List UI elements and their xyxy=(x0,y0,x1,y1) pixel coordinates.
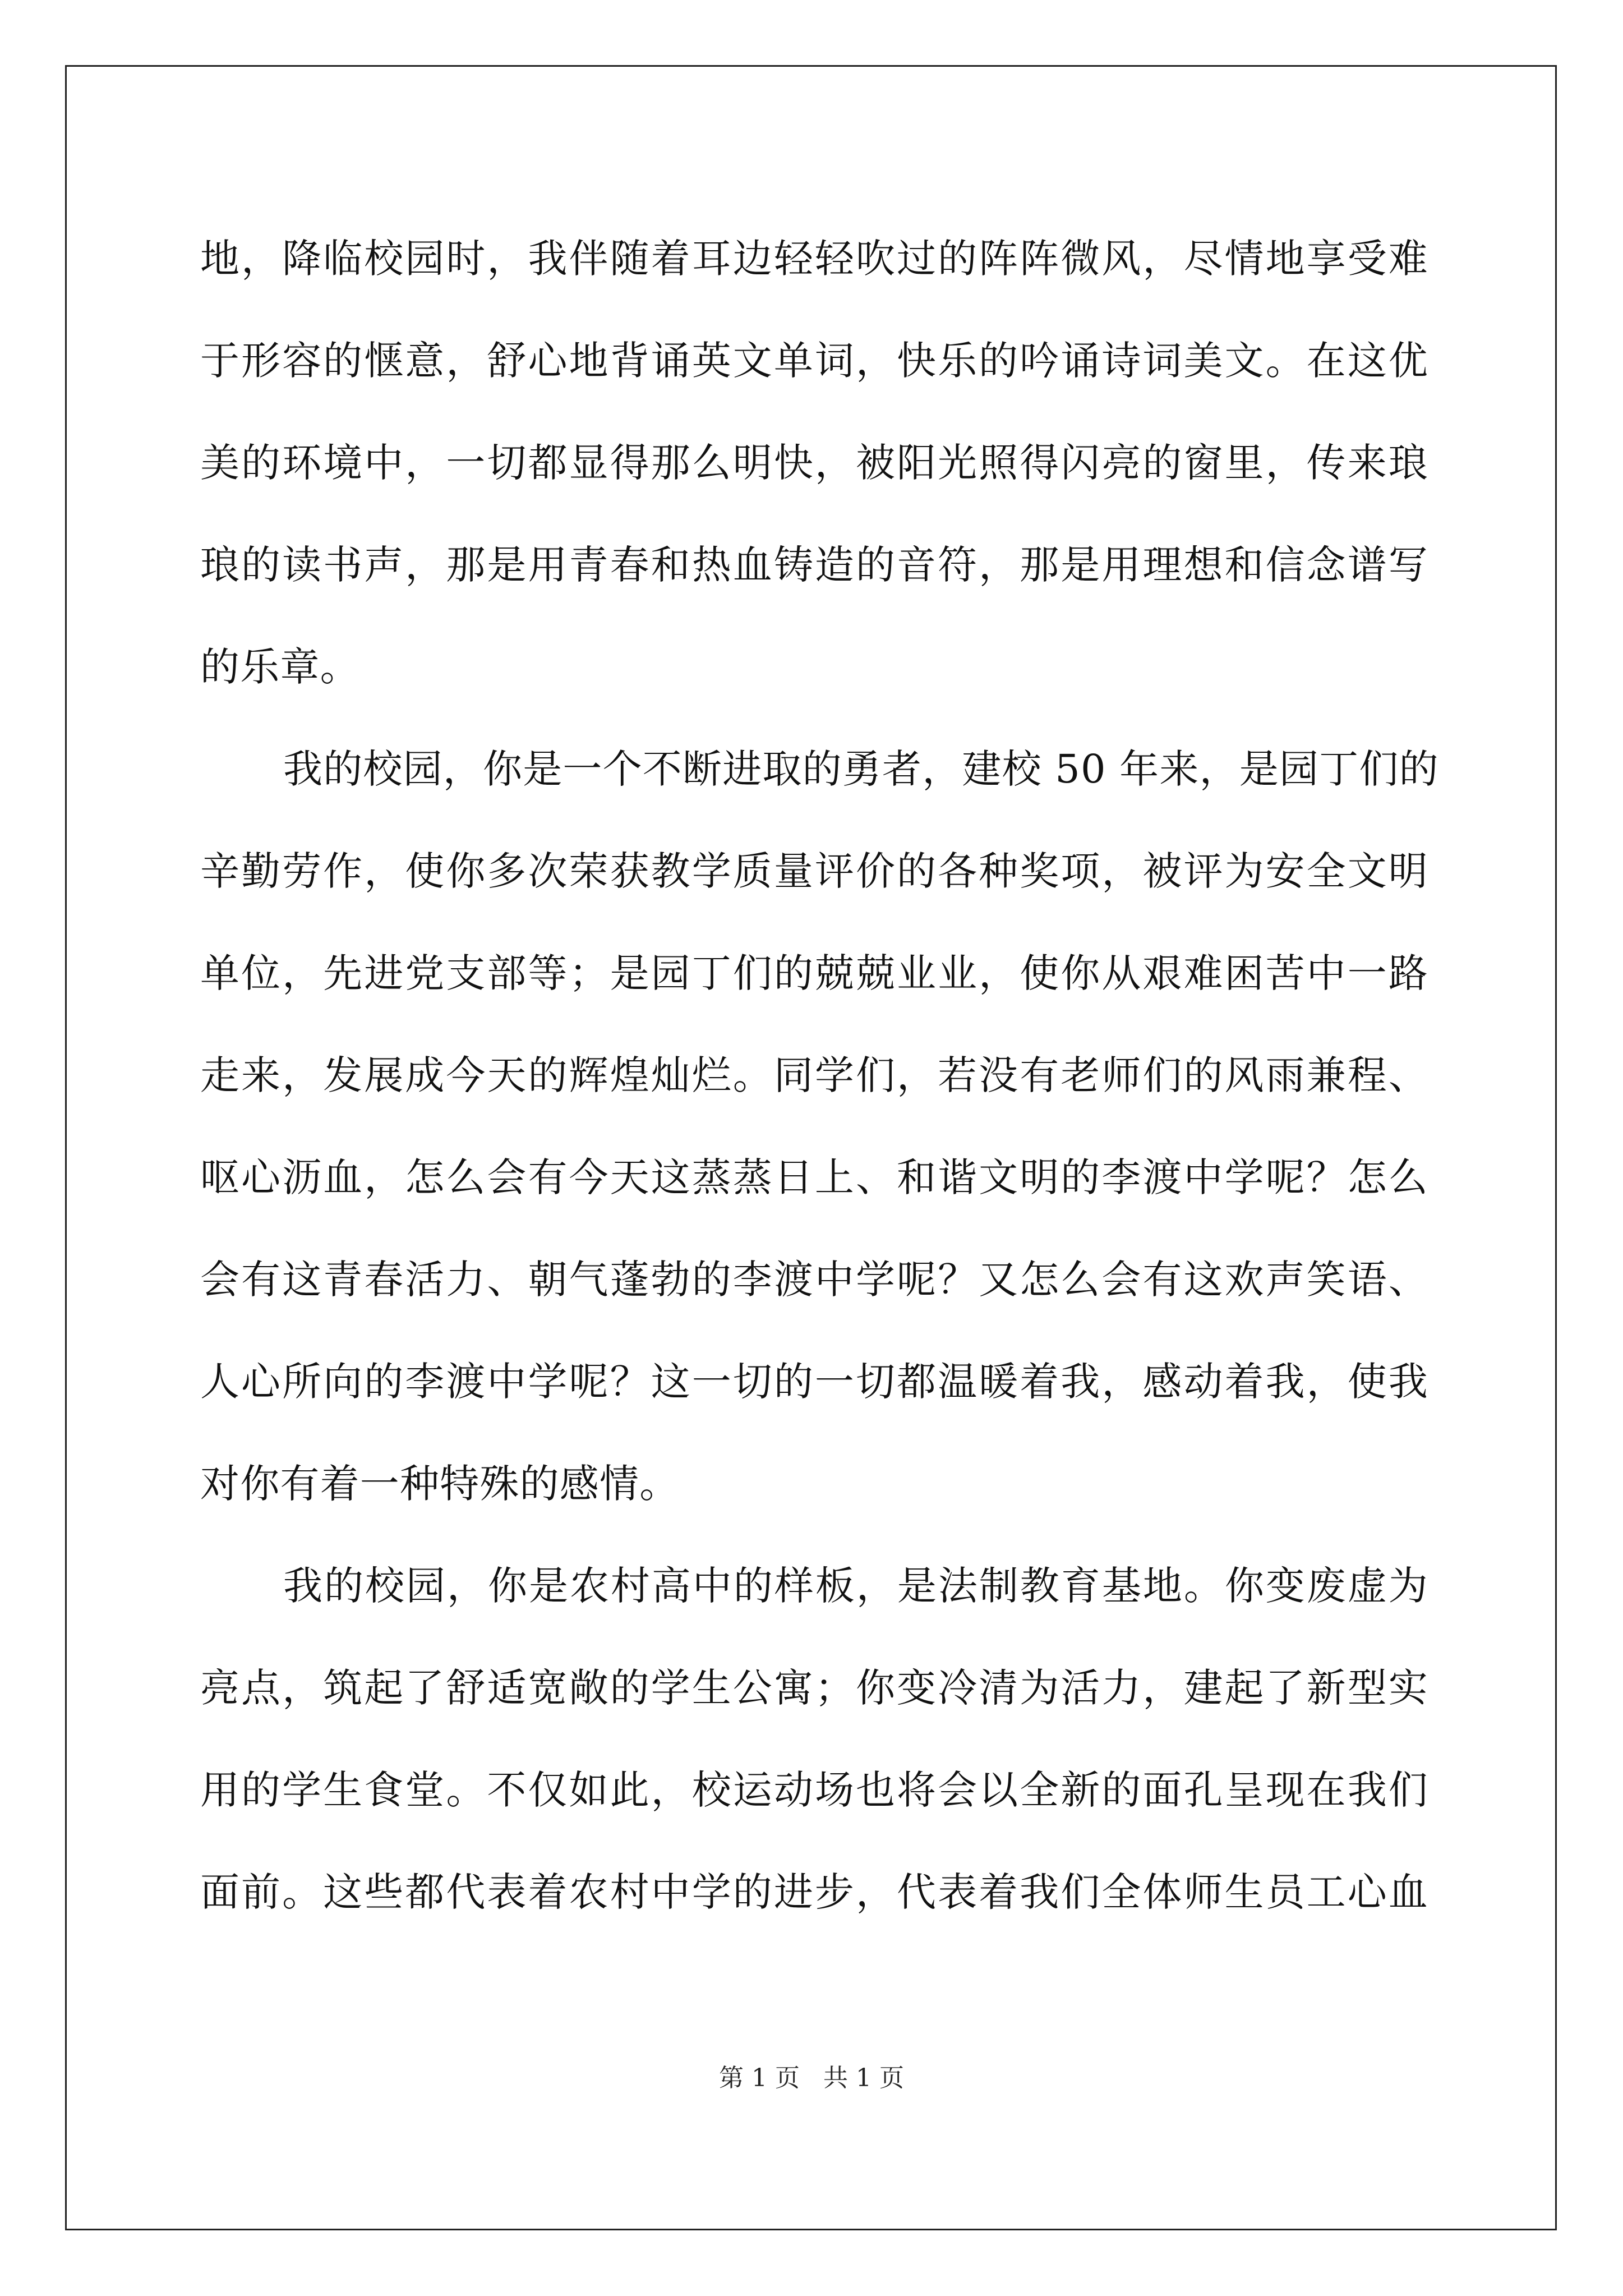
text-line: 美的环境中，一切都显得那么明快，被阳光照得闪亮的窗里，传来琅 xyxy=(200,440,1428,486)
text-line: 面前。这些都代表着农村中学的进步，代表着我们全体师生员工心血 xyxy=(200,1869,1428,1915)
document-body xyxy=(200,208,1439,1943)
page-number-footer: 第 1 页 共 1 页 xyxy=(719,2064,904,2092)
text-line: 亮点，筑起了舒适宽敞的学生公寓；你变冷清为活力，建起了新型实 xyxy=(200,1665,1428,1711)
text-line: 于形容的惬意，舒心地背诵英文单词，快乐的吟诵诗词美文。在这优 xyxy=(200,338,1428,384)
text-line: 单位，先进党支部等；是园丁们的兢兢业业，使你从艰难困苦中一路 xyxy=(200,950,1428,996)
text-line: 琅的读书声，那是用青春和热血铸造的音符，那是用理想和信念谱写 xyxy=(200,542,1428,588)
text-line: 人心所向的李渡中学呢？这一切的一切都温暖着我，感动着我，使我 xyxy=(200,1359,1428,1405)
text-line: 走来，发展成今天的辉煌灿烂。同学们，若没有老师们的风雨兼程、 xyxy=(200,1052,1428,1098)
text-line: 地，降临校园时，我伴随着耳边轻轻吹过的阵阵微风，尽情地享受难 xyxy=(200,236,1428,282)
text-line: 对你有着一种特殊的感情。 xyxy=(200,1461,680,1507)
text-line: 我的校园，你是一个不断进取的勇者，建校 50 年来，是园丁们的 xyxy=(283,746,1439,792)
text-line: 会有这青春活力、朝气蓬勃的李渡中学呢？又怎么会有这欢声笑语、 xyxy=(200,1257,1428,1303)
text-line: 的乐章。 xyxy=(200,644,360,690)
text-line: 我的校园，你是农村高中的样板，是法制教育基地。你变废虚为 xyxy=(283,1563,1428,1609)
text-line: 呕心沥血，怎么会有今天这蒸蒸日上、和谐文明的李渡中学呢？怎么 xyxy=(200,1154,1428,1200)
text-line: 用的学生食堂。不仅如此，校运动场也将会以全新的面孔呈现在我们 xyxy=(200,1767,1428,1813)
text-line: 辛勤劳作，使你多次荣获教学质量评价的各种奖项，被评为安全文明 xyxy=(200,848,1428,894)
